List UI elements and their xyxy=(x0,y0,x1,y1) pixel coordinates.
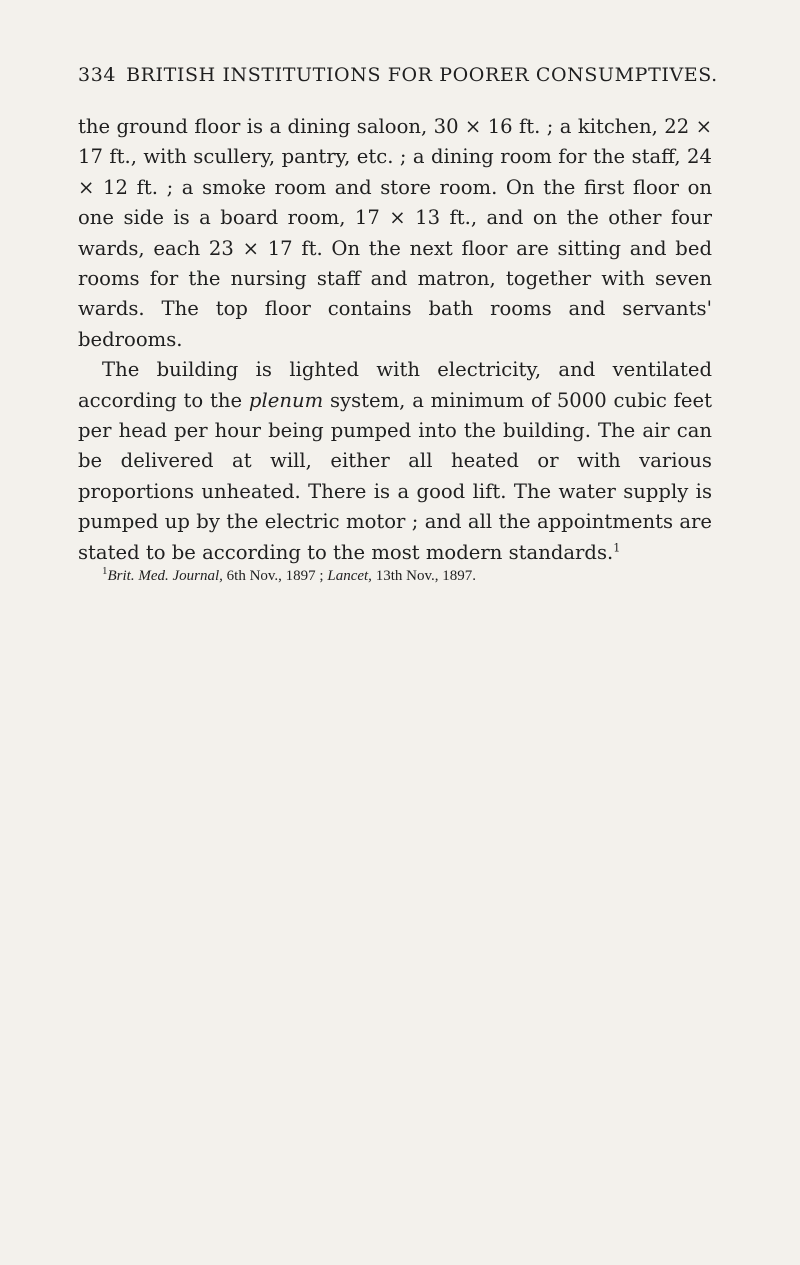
footnote-journal: Lancet, xyxy=(327,568,372,584)
paragraph-ventilation xyxy=(78,355,712,568)
running-title: BRITISH INSTITUTIONS FOR POORER CONSUMPTIVES. xyxy=(126,64,718,86)
paragraph-text: system, a minimum of 5000 cubic feet per head per hour being pumped into the building. The air can be delivered at will, either all heated or with various proportions unheated. There is a good lift. The water supply is pumped up by the electric motor ; and all the appointments are stated to be according to the most modern standards. xyxy=(78,388,712,564)
footnote-date: 13th Nov., 1897. xyxy=(371,568,476,584)
italic-term: plenum xyxy=(248,388,324,412)
paragraph-text: The building is lighted with electricity, and ventilated according to the xyxy=(78,358,712,412)
page-number: 334 xyxy=(78,64,117,86)
footnote xyxy=(78,565,712,587)
footnote-date: 6th Nov., 1897 ; xyxy=(222,568,328,584)
footnote-reference: 1 xyxy=(613,541,621,555)
footnote-journal: Brit. Med. Journal, xyxy=(107,568,223,584)
body-text xyxy=(78,112,712,568)
footnote-marker: 1 xyxy=(102,565,108,577)
running-head xyxy=(78,64,738,86)
paragraph-continued: the ground floor is a dining saloon, 30 × 16 ft. ; a kitchen, 22 × 17 ft., with scullery, pantry, etc. ; a dining room for the staff, 24 × 12 ft. ; a smoke room and store room. On the first floor on one side is a board room, 17 × 13 ft., and on the other four wards, each 23 × 17 ft. On the next floor are sitting and bed rooms for the nursing staff and matron, together with seven wards. The top floor contains bath rooms and servants' bedrooms. xyxy=(78,115,712,351)
